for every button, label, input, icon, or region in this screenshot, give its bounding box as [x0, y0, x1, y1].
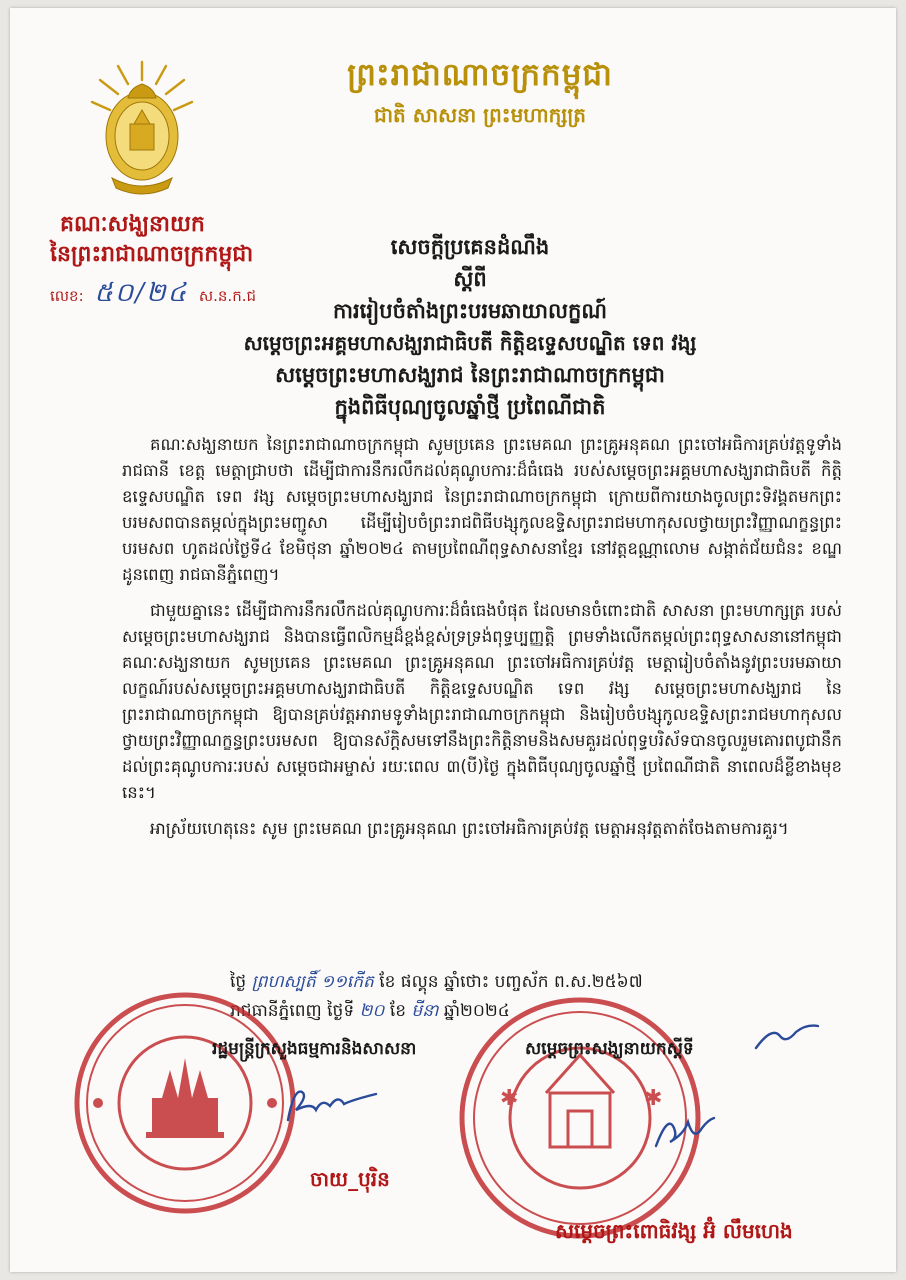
title-line-1: សេចក្តីប្រគេនដំណឹង — [390, 235, 550, 259]
paragraph-2: ជាមួយគ្នានេះ ដើម្បីជាការនឹករលឹកដល់គុណូបការៈដ៏ធំធេងបំផុត ដែលមានចំពោះជាតិ សាសនា ព្រះមហាក្សត្រ របស់សម្តេចព្រះមហាសង្ឃរាជ និងបានធ្វើពលិកម្មដ៏ខ្ពង់ខ្ពស់ទ្រទ្រង់ពុទ្ធប្បញ្ញត្តិ ព្រមទាំងលើកតម្កល់ព្រះពុទ្ធសាសនានៅកម្ពុជា គណៈសង្ឃនាយក សូមប្រគេន ព្រះមេគណ ព្រះគ្រូអនុគណ ព្រះចៅអធិការគ្រប់វត្ត មេត្តារៀបចំតាំងនូវព្រះបរមឆាយាលក្ខណ៍របស់សម្តេចព្រះអគ្គមហាសង្ឃរាជាធិបតី កិត្តិឧទ្ទេសបណ្ឌិត ទេព វង្ស សម្តេចព្រះមហាសង្ឃរាជ នៃព្រះរាជាណាចក្រកម្ពុជា ឱ្យបានគ្រប់វត្តអារាមទូទាំងព្រះរាជាណាចក្រកម្ពុជា និងរៀបចំបង្សុកូលឧទ្ទិសព្រះរាជមហាកុសលថ្វាយព្រះវិញ្ញាណក្ខន្ធព្រះបរមសព ឱ្យបានស័ក្តិសមទៅនឹងព្រះកិត្តិនាមនិងសមគួរដល់ពុទ្ធបរិស័ទបានចូលរួមគោរពបូជានឹកដល់ព្រះគុណូបការៈរបស់ សម្តេចជាអម្ចាស់ រយៈពេល ៣(បី)ថ្ងៃ ក្នុងពិធីបុណ្យចូលឆ្នាំថ្មី ប្រពៃណីជាតិ នាពេលដ៏ខ្លីខាងមុខនេះ។ — [122, 601, 842, 802]
issuer-subtitle: នៃព្រះរាជាណាចក្រកម្ពុជា — [50, 242, 254, 267]
supreme-patriarch-emblem-icon — [90, 60, 194, 200]
ref-label: លេខ: — [50, 287, 84, 305]
title-line-4: សម្តេចព្រះអគ្គមហាសង្ឃរាជាធិបតី កិត្តិឧទ្ទេសបណ្ឌិត ទេព វង្ស — [243, 331, 697, 355]
title-line-3: ការរៀបចំតាំងព្រះបរមឆាយាលក្ខណ៍ — [333, 299, 607, 323]
issuer-name: គណៈសង្ឃនាយក — [60, 212, 205, 237]
left-signature — [282, 1080, 382, 1130]
left-signatory-name: ចាយ_បុរិន — [310, 1167, 390, 1191]
lunar-prefix: ថ្ងៃ — [230, 972, 247, 992]
left-signatory-title: រដ្ឋមន្ត្រីក្រសួងធម្មការនិងសាសនា — [212, 1039, 417, 1059]
lunar-month: ខែ ផល្គុន — [379, 972, 439, 992]
svg-text:✱: ✱ — [500, 1086, 519, 1111]
initial-mark — [752, 1018, 822, 1058]
paragraph-3: អាស្រ័យហេតុនេះ សូម ព្រះមេគណ ព្រះគ្រូអនុគណ ព្រះចៅអធិការគ្រប់វត្ត មេត្តាអនុវត្តតាត់ចែងតាមការគួរ។ — [150, 819, 789, 838]
paragraph-1: គណៈសង្ឃនាយក នៃព្រះរាជាណាចក្រកម្ពុជា សូមប្រគេន ព្រះមេគណ ព្រះគ្រូអនុគណ ព្រះចៅអធិការគ្រប់វត្តទូទាំងរាជធានី ខេត្ត មេត្តាជ្រាបថា ដើម្បីជាការនឹករលឹកដល់គុណូបការៈដ៏ធំធេង របស់សម្តេចព្រះអគ្គមហាសង្ឃរាជាធិបតី កិត្តិឧទ្ទេសបណ្ឌិត ទេព វង្ស សម្តេចព្រះមហាសង្ឃរាជ នៃព្រះរាជាណាចក្រកម្ពុជា ក្រោយពីការយាងចូលព្រះទិវង្គតមកព្រះបរមសពបានតម្កល់ក្នុងព្រះមញ្ជូសា ដើម្បីរៀបចំព្រះរាជពិធីបង្សុកូលឧទ្ទិសព្រះរាជមហាកុសលថ្វាយព្រះវិញ្ញាណក្ខន្ធព្រះបរមសព ហូតដល់ថ្ងៃទី៤ ខែមិថុនា ឆ្នាំ២០២៤ តាមប្រពៃណីពុទ្ធសាសនាខ្មែរ នៅវត្តឧណ្ណាលោម សង្កាត់ជ័យជំនះ ខណ្ឌដូនពេញ រាជធានីភ្នំពេញ។ — [122, 435, 842, 584]
right-signature — [650, 1108, 720, 1158]
title-line-2: ស្តីពី — [453, 267, 487, 291]
svg-text:✱: ✱ — [644, 1086, 663, 1111]
place-year: ឆ្នាំ២០២៤ — [443, 1001, 510, 1021]
place-date-prefix: រាជធានីភ្នំពេញ ថ្ងៃទី — [230, 1001, 355, 1021]
title-line-5: សម្តេចព្រះមហាសង្ឃរាជ នៃព្រះរាជាណាចក្រកម្ពុជា — [275, 363, 665, 387]
ministry-seal — [70, 988, 300, 1218]
letter-body — [122, 432, 842, 842]
place-month-label: ខែ — [389, 1001, 407, 1021]
letter-page — [10, 8, 896, 1272]
national-motto: ជាតិ សាសនា ព្រះមហាក្សត្រ — [374, 103, 586, 127]
place-day-handwritten: ២០ — [359, 1001, 385, 1021]
ref-number-handwritten: ៥០/២៤ — [94, 278, 189, 308]
kingdom-heading: ព្រះរាជាណាចក្រកម្ពុជា — [347, 57, 613, 93]
ref-suffix: ស.ន.ក.ជ — [198, 287, 257, 305]
title-line-6: ក្នុងពិធីបុណ្យចូលឆ្នាំថ្មី ប្រពៃណីជាតិ — [334, 395, 606, 419]
lunar-year: ឆ្នាំថោះ បញ្ចស័ក ព.ស.២៥៦៧ — [443, 972, 643, 992]
lunar-day-handwritten: ព្រហស្បតិ៍ ១១កើត — [251, 972, 374, 992]
right-signatory-name: សម្តេចព្រះពោធិវង្ស អ៊ំ លឹមហេង — [555, 1219, 793, 1243]
right-signatory-title: សម្តេចព្រះសង្ឃនាយកស្តីទី — [525, 1039, 694, 1059]
place-month-handwritten: មីនា — [411, 1001, 439, 1021]
